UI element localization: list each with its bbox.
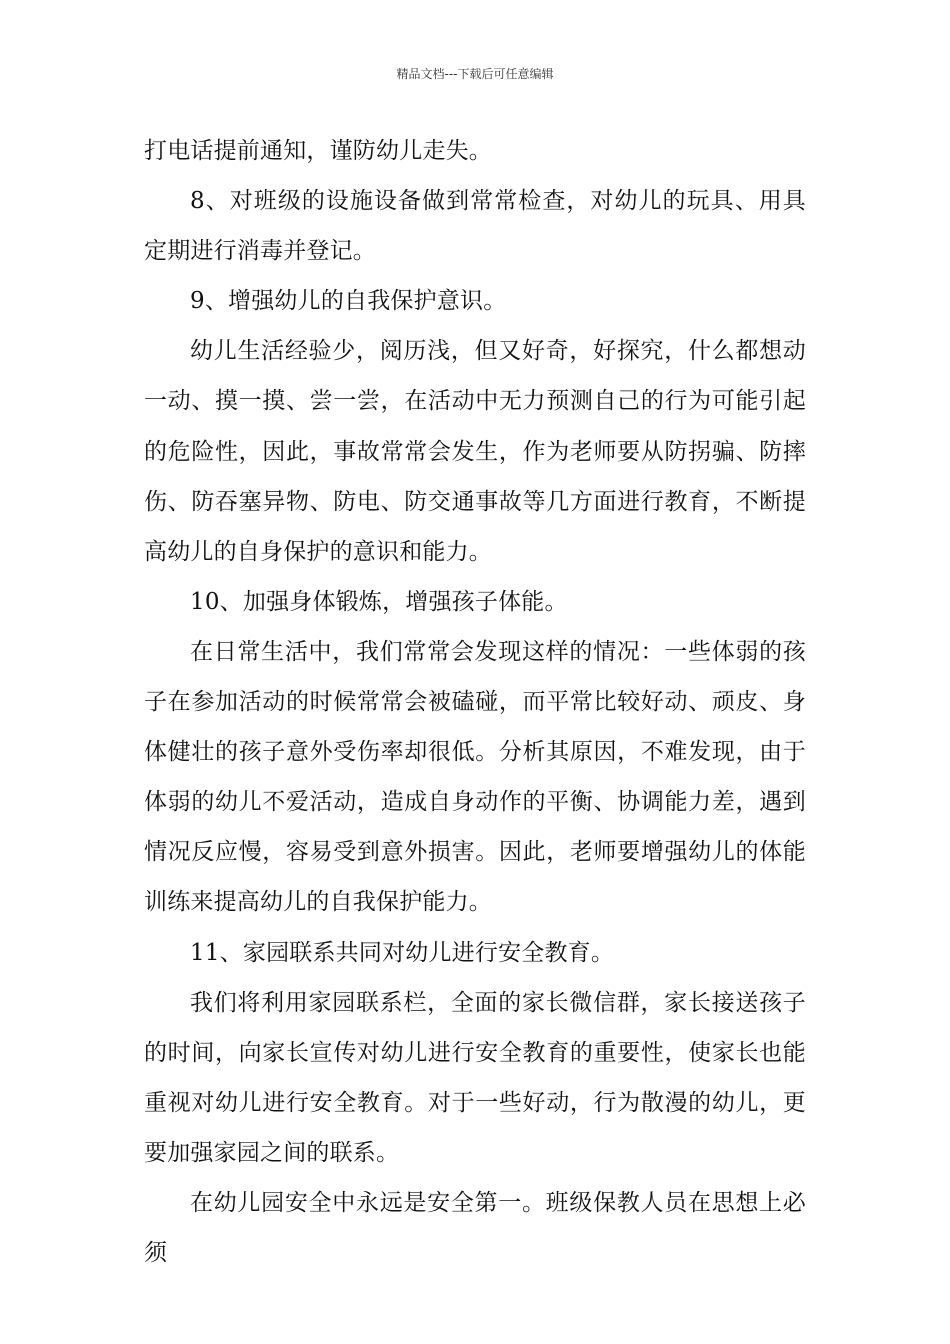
document-body	[144, 126, 806, 1278]
paragraph-item-10: 10、加强身体锻炼，增强孩子体能。	[190, 588, 568, 615]
paragraph-body: 在日常生活中，我们常常会发现这样的情况：一些体弱的孩子在参加活动的时候常常会被磕碰，而平常比较好动、顽皮、身体健壮的孩子意外受伤率却很低。分析其原因，不难发现，由于体弱的幼儿不爱活动，造成自身动作的平衡、协调能力差，遇到情况反应慢，容易受到意外损害。因此，老师要增强幼儿的体能训练来提高幼儿的自我保护能力。	[144, 638, 806, 916]
paragraph-item-9: 9、增强幼儿的自我保护意识。	[190, 288, 507, 315]
paragraph-body: 我们将利用家园联系栏，全面的家长微信群，家长接送孩子的时间，向家长宣传对幼儿进行安全教育的重要性，使家长也能重视对幼儿进行安全教育。对于一些好动，行为散漫的幼儿，更要加强家园之间的联系。	[144, 989, 806, 1166]
page-header: 精品文档---下载后可任意编辑	[396, 67, 554, 81]
paragraph-continuation: 打电话提前通知，谨防幼儿走失。	[144, 138, 492, 164]
paragraph-item-11: 11、家园联系共同对幼儿进行安全教育。	[190, 939, 615, 966]
paragraph-body: 幼儿生活经验少，阅历浅，但又好奇，好探究，什么都想动一动、摸一摸、尝一尝，在活动中无力预测自己的行为可能引起的危险性，因此，事故常常会发生，作为老师要从防拐骗、防摔伤、防吞塞异物、防电、防交通事故等几方面进行教育，不断提高幼儿的自身保护的意识和能力。	[144, 338, 806, 565]
paragraph-body: 在幼儿园安全中永远是安全第一。班级保教人员在思想上必须	[144, 1189, 806, 1267]
paragraph-item-8: 8、对班级的设施设备做到常常检查，对幼儿的玩具、用具定期进行消毒并登记。	[144, 188, 806, 265]
